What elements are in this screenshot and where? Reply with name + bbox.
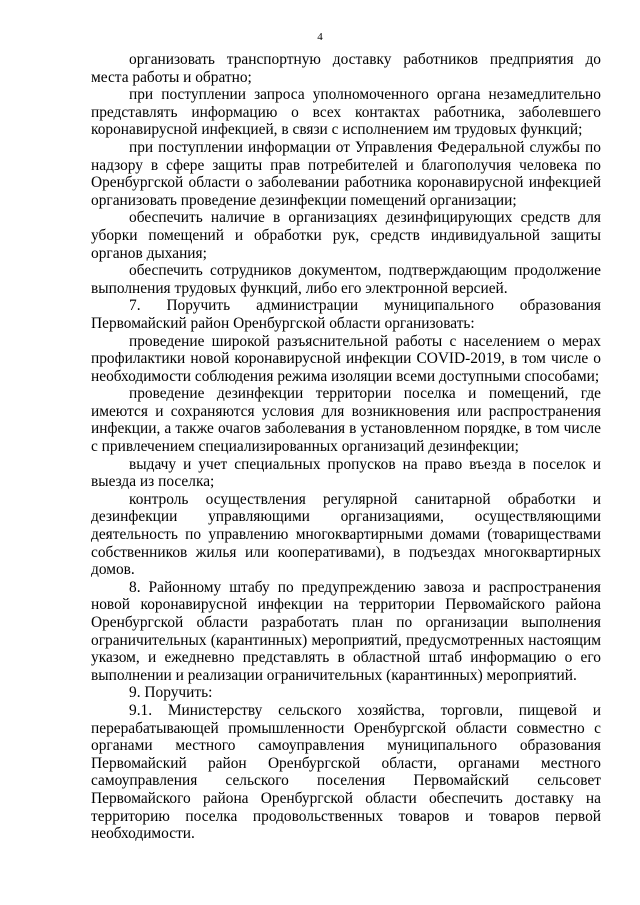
paragraph-passes: выдачу и учет специальных пропусков на право въезда в поселок и выезда из поселка; (91, 455, 601, 491)
paragraph-item-7: 7. Поручить администрации муниципального образования Первомайский район Оренбургской области организовать: (91, 297, 601, 332)
paragraph-outreach: проведение широкой разъяснительной работы с населением о мерах профилактики новой коронавирусной инфекции COVID-2019, в том числе о необходимости соблюдения режима изоляции всеми доступными способами; (91, 332, 601, 385)
paragraph-employee-documents: обеспечить сотрудников документом, подтверждающим продолжение выполнения трудовых функций, либо его электронной версией. (91, 262, 601, 297)
paragraph-disinfectants: обеспечить наличие в организациях дезинфицирующих средств для уборки помещений и обработки рук, средств индивидуальной защиты органов дыхания; (91, 209, 601, 262)
paragraph-territory-disinfection: проведение дезинфекции территории поселка и помещений, где имеются и сохраняются условия для возникновения или распространения инфекции, а также очагов заболевания в установленном порядке, в том числе с привлечением специализированных организаций дезинфекции; (91, 385, 601, 456)
paragraph-item-8: 8. Районному штабу по предупреждению завоза и распространения новой коронавирусной инфекции на территории Первомайского района Оренбургской области разработать план по организации выполнения ограничительных (карантинных) мероприятий, предусмотренных настоящим указом, и ежедневно представлять в областной штаб информацию о его выполнении и реализации ограничительных (карантинных) мероприятий. (91, 578, 601, 684)
paragraph-transport-delivery: организовать транспортную доставку работников предприятия до места работы и обратно; (91, 51, 601, 86)
paragraph-disinfection-on-info: при поступлении информации от Управления Федеральной службы по надзору в сфере защиты прав потребителей и благополучия человека по Оренбургской области о заболевании работника коронавирусной инфекцией организовать проведение дезинфекции помещений организации; (91, 138, 601, 209)
paragraph-contact-info: при поступлении запроса уполномоченного органа незамедлительно представлять информацию о всех контактах работника, заболевшего коронавирусной инфекцией, в связи с исполнением им трудовых функций; (91, 86, 601, 139)
paragraph-item-9-1: 9.1. Министерству сельского хозяйства, торговли, пищевой и перерабатывающей промышленности Оренбургской области совместно с органами местного самоуправления муниципального образования Первомайский район Оренбургской области, органами местного самоуправления сельского поселения Первомайский сельсовет Первомайского района Оренбургской области обеспечить доставку на территорию поселка продовольственных товаров и товаров первой необходимости. (91, 701, 601, 843)
paragraph-sanitary-control: контроль осуществления регулярной санитарной обработки и дезинфекции управляющими организациями, осуществляющими деятельность по управлению многоквартирными домами (товариществами собственников жилья или кооперативами), в подъездах многоквартирных домов. (91, 490, 601, 579)
document-body (91, 51, 601, 843)
page-number: 4 (317, 31, 323, 43)
paragraph-item-9: 9. Поручить: (129, 684, 213, 702)
